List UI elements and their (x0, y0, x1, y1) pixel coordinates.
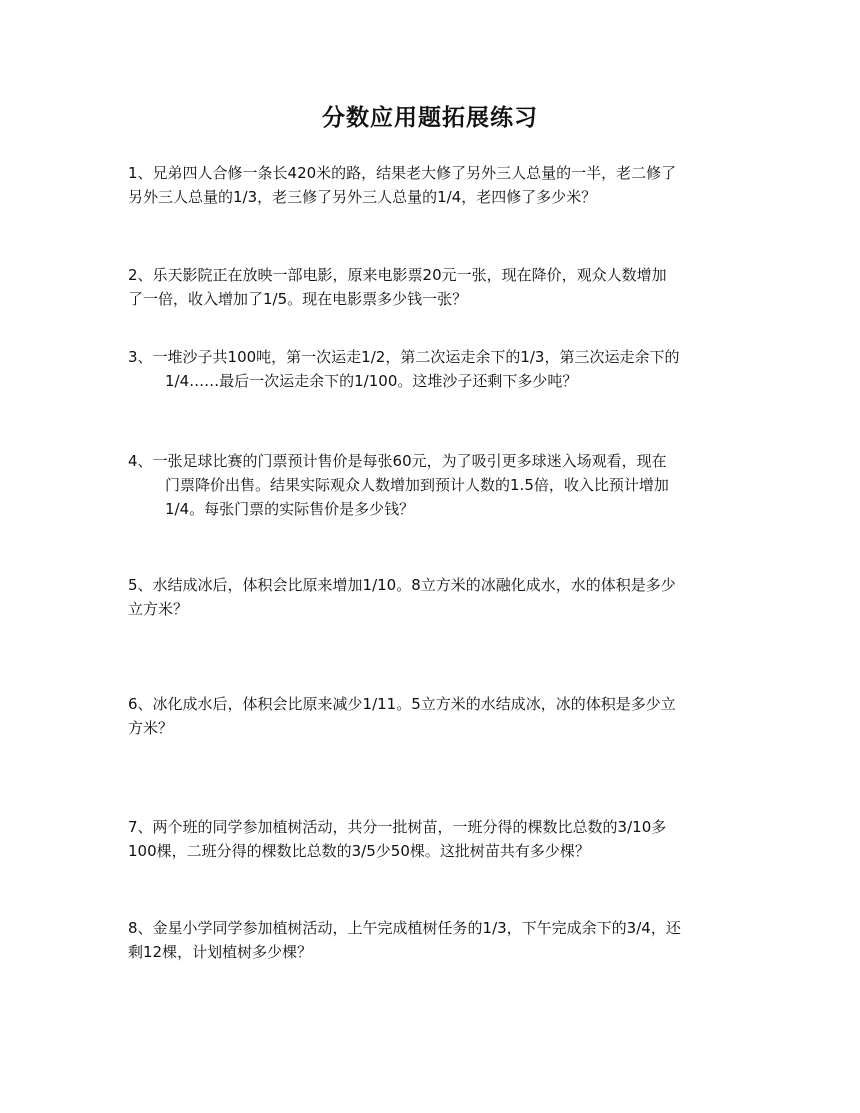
question-8 (128, 916, 740, 964)
question-line: 1/4……最后一次运走余下的1/100。这堆沙子还剩下多少吨？ (165, 372, 578, 390)
question-line: 立方米？ (128, 600, 189, 618)
question-line: 方米？ (128, 719, 174, 737)
question-line: 8、金星小学同学参加植树活动，上午完成植树任务的1/3，下午完成余下的3/4，还 (128, 919, 681, 937)
question-line: 了一倍，收入增加了1/5。现在电影票多少钱一张？ (128, 290, 468, 308)
question-3 (128, 345, 740, 393)
question-line: 100棵，二班分得的棵数比总数的3/5少50棵。这批树苗共有多少棵？ (128, 842, 590, 860)
question-line: 1/4。每张门票的实际售价是多少钱？ (165, 500, 415, 518)
question-line: 7、两个班的同学参加植树活动，共分一批树苗，一班分得的棵数比总数的3/10多 (128, 818, 667, 836)
question-1 (128, 161, 740, 209)
question-6 (128, 692, 740, 740)
question-7 (128, 815, 740, 863)
page-title: 分数应用题拓展练习 (322, 105, 538, 131)
question-line: 1、兄弟四人合修一条长420米的路，结果老大修了另外三人总量的一半，老二修了 (128, 164, 677, 182)
question-line: 另外三人总量的1/3，老三修了另外三人总量的1/4，老四修了多少米？ (128, 188, 597, 206)
question-5 (128, 573, 740, 621)
question-4 (128, 449, 740, 521)
question-line: 4、一张足球比赛的门票预计售价是每张60元，为了吸引更多球迷入场观看，现在 (128, 452, 667, 470)
question-line: 2、乐天影院正在放映一部电影，原来电影票20元一张，现在降价，观众人数增加 (128, 266, 667, 284)
question-line: 6、冰化成水后，体积会比原来减少1/11。5立方米的水结成冰，冰的体积是多少立 (128, 695, 676, 713)
question-line: 门票降价出售。结果实际观众人数增加到预计人数的1.5倍，收入比预计增加 (165, 476, 669, 494)
question-line: 剩12棵，计划植树多少棵？ (128, 943, 313, 961)
question-line: 5、水结成冰后，体积会比原来增加1/10。8立方米的冰融化成水，水的体积是多少 (128, 576, 676, 594)
question-line: 3、一堆沙子共100吨，第一次运走1/2，第二次运走余下的1/3，第三次运走余下的 (128, 348, 680, 366)
question-2 (128, 263, 740, 311)
